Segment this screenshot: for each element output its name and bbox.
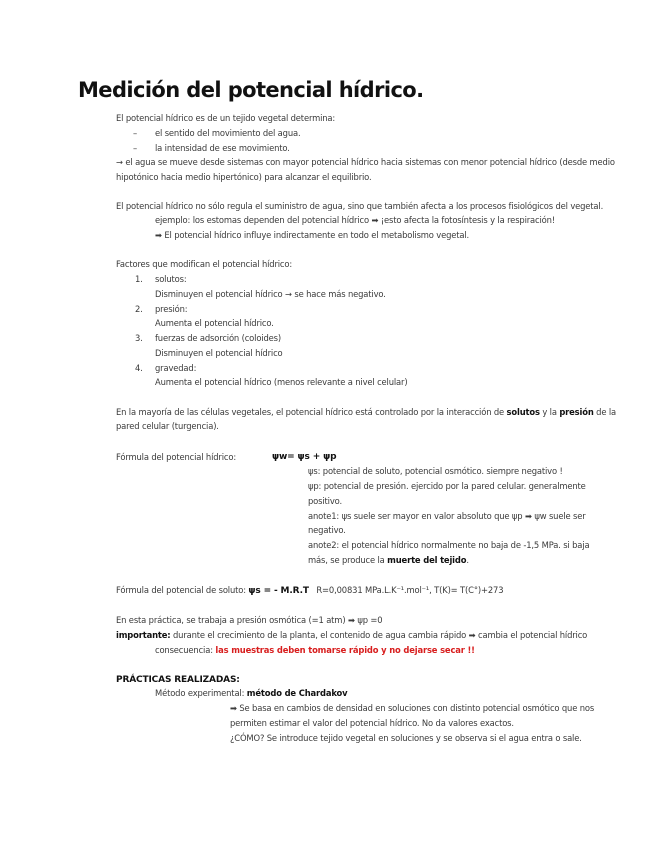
- formula-desc-4: anote1: ψs suele ser mayor en valor absoluto que ψp ➡ ψw suele ser: [308, 511, 586, 521]
- soluto-label: Fórmula del potencial de soluto:: [116, 585, 249, 595]
- formula-desc-7: [308, 555, 469, 565]
- practica-line-2: [116, 630, 587, 640]
- intro-bullet-1: el sentido del movimiento del agua.: [155, 128, 301, 138]
- practica-line-1: En esta práctica, se trabaja a presión osmótica (=1 atm) ➡ ψp =0: [116, 615, 383, 625]
- formula-expression: ψw= ψs + ψp: [272, 452, 337, 462]
- intro-arrow-line-2: hipotónico hacia medio hipertónico) para alcanzar el equilibrio.: [116, 172, 372, 182]
- consecuencia-alert: las muestras deben tomarse rápido y no dejarse secar !!: [215, 645, 475, 655]
- factor-name-1: solutos:: [155, 274, 187, 284]
- regula-line-1: El potencial hídrico no sólo regula el suministro de agua, sino que también afecta a los procesos fisiológicos del vegetal.: [116, 201, 604, 211]
- factores-heading: Factores que modifican el potencial hídrico:: [116, 259, 293, 269]
- metodo-desc-1: ➡ Se basa en cambios de densidad en soluciones con distinto potencial osmótico que nos: [230, 703, 595, 713]
- metodo-line: [155, 688, 347, 698]
- mayoria-presion: presión: [559, 407, 594, 417]
- mayoria-pre: En la mayoría de las células vegetales, el potencial hídrico está controlado por la interacción de: [116, 407, 507, 417]
- factor-num-4: 4.: [135, 363, 143, 373]
- formula-desc-7-end: .: [466, 555, 469, 565]
- factor-effect-4: Aumenta el potencial hídrico (menos relevante a nivel celular): [155, 377, 408, 387]
- soluto-expression: ψs = - M.R.T: [248, 586, 309, 596]
- factor-effect-1: Disminuyen el potencial hídrico → se hace más negativo.: [155, 289, 386, 299]
- mayoria-mid: y la: [539, 407, 560, 417]
- regula-line-3: ➡ El potencial hídrico influye indirectamente en todo el metabolismo vegetal.: [155, 230, 470, 240]
- factor-name-2: presión:: [155, 304, 188, 314]
- metodo-desc-3: ¿CÓMO? Se introduce tejido vegetal en soluciones y se observa si el agua entra o sale.: [230, 733, 582, 743]
- mayoria-post: de la: [593, 407, 617, 417]
- formula-desc-5: negativo.: [308, 525, 346, 535]
- regula-line-2: ejemplo: los estomas dependen del potencial hídrico ➡ ¡esto afecta la fotosíntesis y la respiración!: [155, 215, 555, 225]
- mayoria-line-2: pared celular (turgencia).: [116, 421, 219, 431]
- bullet-dash: –: [133, 128, 138, 138]
- practica-line-2-text: durante el crecimiento de la planta, el contenido de agua cambia rápido ➡ cambia el potencial hídrico: [170, 630, 588, 640]
- intro-bullet-2: la intensidad de ese movimiento.: [155, 143, 290, 153]
- mayoria-solutos: solutos: [506, 407, 540, 417]
- factor-num-1: 1.: [135, 274, 143, 284]
- factor-name-3: fuerzas de adsorción (coloides): [155, 333, 281, 343]
- intro-arrow-line-1: → el agua se mueve desde sistemas con mayor potencial hídrico hacia sistemas con menor potencial hídrico (desde medio: [116, 157, 615, 167]
- metodo-desc-2: permiten estimar el valor del potencial hídrico. No da valores exactos.: [230, 718, 514, 728]
- muerte-tejido: muerte del tejido: [387, 555, 467, 565]
- formula-desc-6: anote2: el potencial hídrico normalmente no baja de -1,5 MPa. si baja: [308, 540, 590, 550]
- factor-effect-3: Disminuyen el potencial hídrico: [155, 348, 283, 358]
- metodo-name: método de Chardakov: [246, 688, 348, 698]
- factor-num-2: 2.: [135, 304, 143, 314]
- factor-effect-2: Aumenta el potencial hídrico.: [155, 318, 274, 328]
- intro-lead: El potencial hídrico es de un tejido vegetal determina:: [116, 113, 336, 123]
- soluto-line: [116, 585, 503, 596]
- formula-desc-3: positivo.: [308, 496, 342, 506]
- metodo-label: Método experimental:: [155, 688, 247, 698]
- factor-name-4: gravedad:: [155, 363, 197, 373]
- formula-desc-7-text: más, se produce la: [308, 555, 388, 565]
- importante-label: importante:: [116, 630, 171, 640]
- factor-num-3: 3.: [135, 333, 143, 343]
- consecuencia-label: consecuencia:: [155, 645, 216, 655]
- formula-desc-1: ψs: potencial de soluto, potencial osmótico. siempre negativo !: [308, 466, 563, 476]
- page-title: Medición del potencial hídrico.: [78, 78, 424, 102]
- soluto-rest: R=0,00831 MPa.L.K⁻¹.mol⁻¹, T(K)= T(C°)+273: [316, 585, 504, 595]
- bullet-dash: –: [133, 143, 138, 153]
- formula-label: Fórmula del potencial hídrico:: [116, 452, 236, 462]
- mayoria-line-1: [116, 407, 616, 417]
- practica-line-3: [155, 645, 475, 655]
- practicas-heading: PRÁCTICAS REALIZADAS:: [116, 675, 240, 685]
- formula-desc-2: ψp: potencial de presión. ejercido por la pared celular. generalmente: [308, 481, 586, 491]
